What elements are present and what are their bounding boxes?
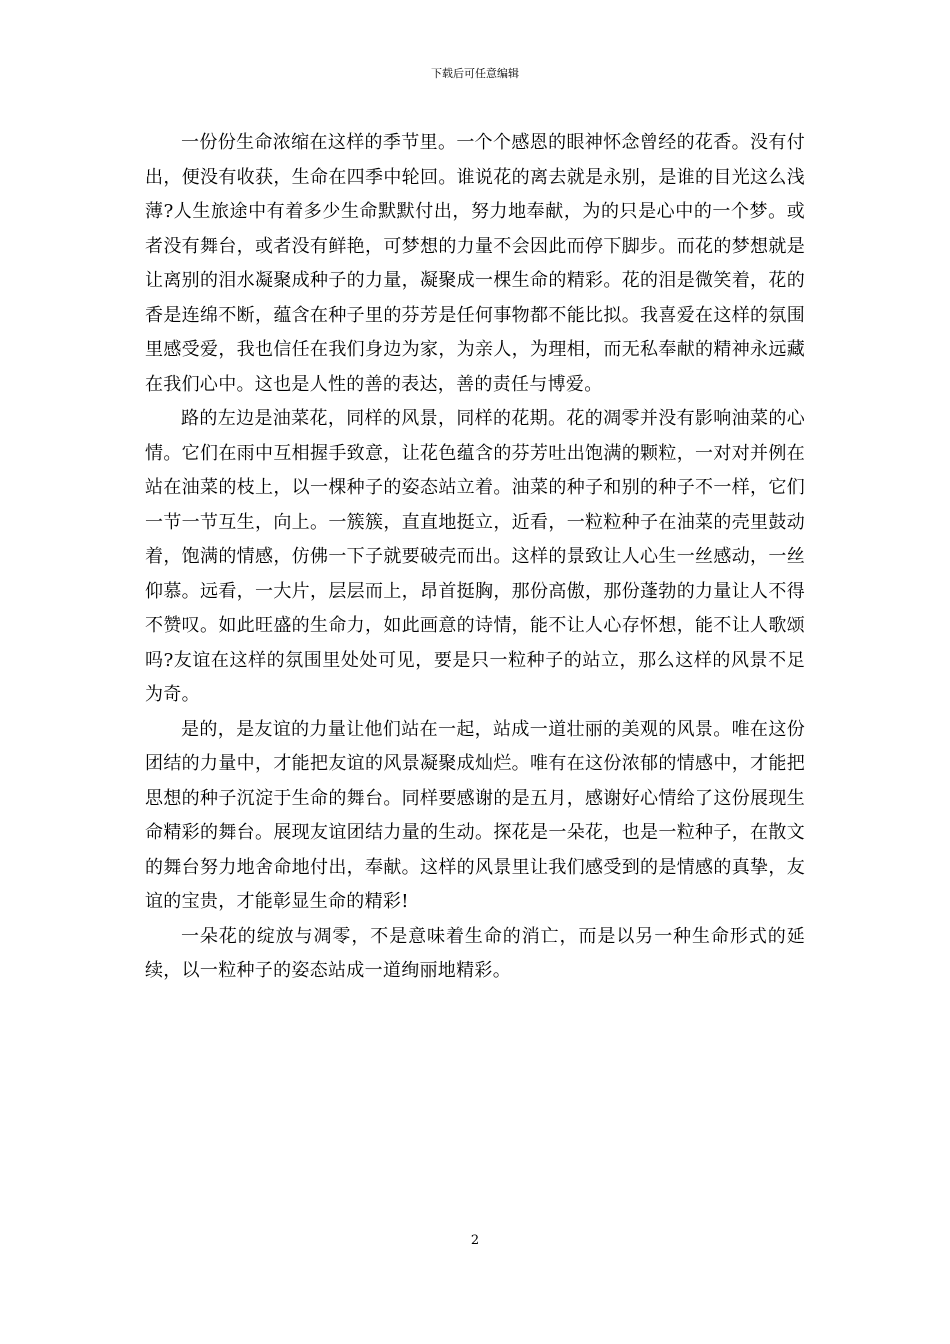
- paragraph: 一朵花的绽放与凋零，不是意味着生命的消亡，而是以另一种生命形式的延续，以一粒种子的姿态站成一道绚丽地精彩。: [145, 925, 805, 981]
- page-number: 2: [470, 1233, 480, 1248]
- paragraph: 路的左边是油菜花，同样的风景，同样的花期。花的凋零并没有影响油菜的心情。它们在雨中互相握手致意，让花色蕴含的芬芳吐出饱满的颗粒，一对对并例在站在油菜的枝上，以一棵种子的姿态站立着。油菜的种子和别的种子不一样，它们一节一节互生，向上。一簇簇，直直地挺立，近看，一粒粒种子在油菜的壳里鼓动着，饱满的情感，仿佛一下子就要破壳而出。这样的景致让人心生一丝感动，一丝仰慕。远看，一大片，层层而上，昂首挺胸，那份高傲，那份蓬勃的力量让人不得不赞叹。如此旺盛的生命力，如此画意的诗情，能不让人心存怀想，能不让人歌颂吗?友谊在这样的氛围里处处可见，要是只一粒种子的站立，那么这样的风景不足为奇。: [145, 408, 805, 705]
- paragraph: 一份份生命浓缩在这样的季节里。一个个感恩的眼神怀念曾经的花香。没有付出，便没有收获，生命在四季中轮回。谁说花的离去就是永别，是谁的目光这么浅薄?人生旅途中有着多少生命默默付出，努力地奉献，为的只是心中的一个梦。或者没有舞台，或者没有鲜艳，可梦想的力量不会因此而停下脚步。而花的梦想就是让离别的泪水凝聚成种子的力量，凝聚成一棵生命的精彩。花的泪是微笑着，花的香是连绵不断，蕴含在种子里的芬芳是任何事物都不能比拟。我喜爱在这样的氛围里感受爱，我也信任在我们身边为家，为亲人，为理相，而无私奉献的精神永远藏在我们心中。这也是人性的善的表达，善的责任与博爱。: [145, 132, 805, 395]
- paragraph: 是的，是友谊的力量让他们站在一起，站成一道壮丽的美观的风景。唯在这份团结的力量中，才能把友谊的风景凝聚成灿烂。唯有在这份浓郁的情感中，才能把思想的种子沉淀于生命的舞台。同样要感谢的是五月，感谢好心情给了这份展现生命精彩的舞台。展现友谊团结力量的生动。探花是一朵花，也是一粒种子，在散文的舞台努力地舍命地付出，奉献。这样的风景里让我们感受到的是情感的真挚，友谊的宝贵，才能彰显生命的精彩!: [145, 718, 805, 912]
- document-body: [145, 126, 805, 989]
- page-header: 下载后可任意编辑: [431, 67, 519, 80]
